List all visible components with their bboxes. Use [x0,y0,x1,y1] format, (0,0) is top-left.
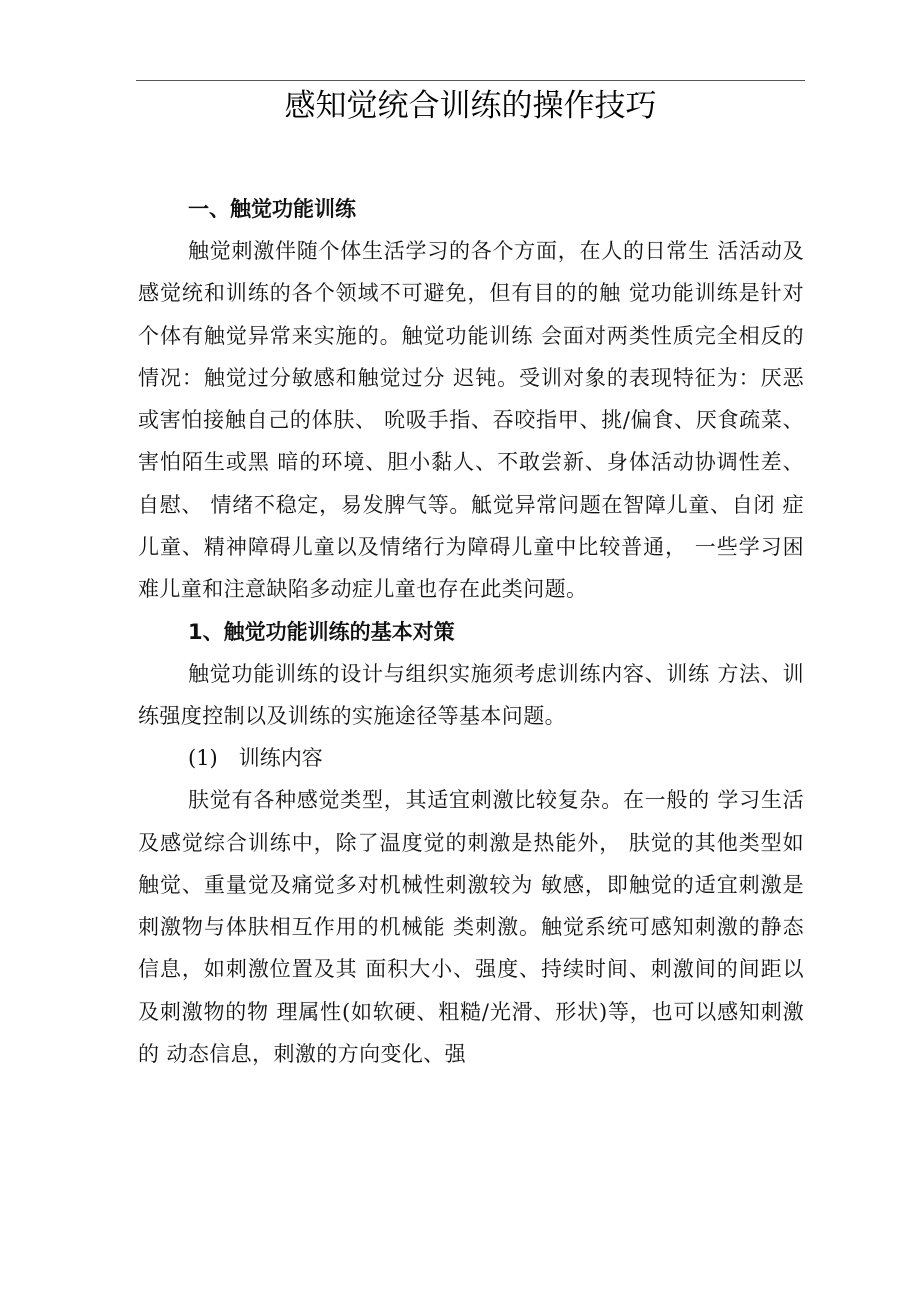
subsection-heading: 1、触觉功能训练的基本对策 [188,619,455,644]
document-title: 感知觉统合训练的操作技巧 [284,88,657,124]
item-label: (1) 训练内容 [188,746,323,771]
document-body [138,188,804,1075]
paragraph: 触觉刺激伴随个体生活学习的各个方面，在人的日常生 活活动及感觉统和训练的各个领域不可避免，但有目的的触 觉功能训练是针对个体有触觉异常来实施的。触觉功能训练 会面对两类性质完全相反的情况：触觉过分敏感和触觉过分 迟钝。受训对象的表现特征为：厌恶或害怕接触自己的体肤、 吮吸手指、吞咬指甲、挑/偏食、厌食疏菜、害怕陌生或黑 暗的环境、胆小黏人、不敢尝新、身体活动协调性差、自慰、 情绪不稳定，易发脾气等。觝觉异常问题在智障儿童、自闭 症儿童、精神障碍儿童以及情绪行为障碍儿童中比较普通， 一些学习困难儿童和注意缺陷多动症儿童也存在此类问题。 [138,239,804,602]
paragraph: 肤觉有各种感觉类型，其适宜刺激比较复杂。在一般的 学习生活及感觉综合训练中，除了温度觉的刺激是热能外， 肤觉的其他类型如触觉、重量觉及痛觉多对机械性刺激较为 敏感，即触觉的适宜刺激是刺激物与体肤相互作用的机械能 类刺激。触觉系统可感知刺激的静态信息，如刺激位置及其 面积大小、强度、持续时间、刺激间的间距以及刺激物的物 理属性(如软硬、粗糙/光滑、形状)等，也可以感知刺激的 动态信息，刺激的方向变化、强 [138,788,804,1067]
header-rule [136,80,805,81]
section-heading: 一、触觉功能训练 [188,197,356,221]
paragraph: 触觉功能训练的设计与组织实施须考虑训练内容、训练 方法、训练强度控制以及训练的实施途径等基本问题。 [138,661,804,728]
